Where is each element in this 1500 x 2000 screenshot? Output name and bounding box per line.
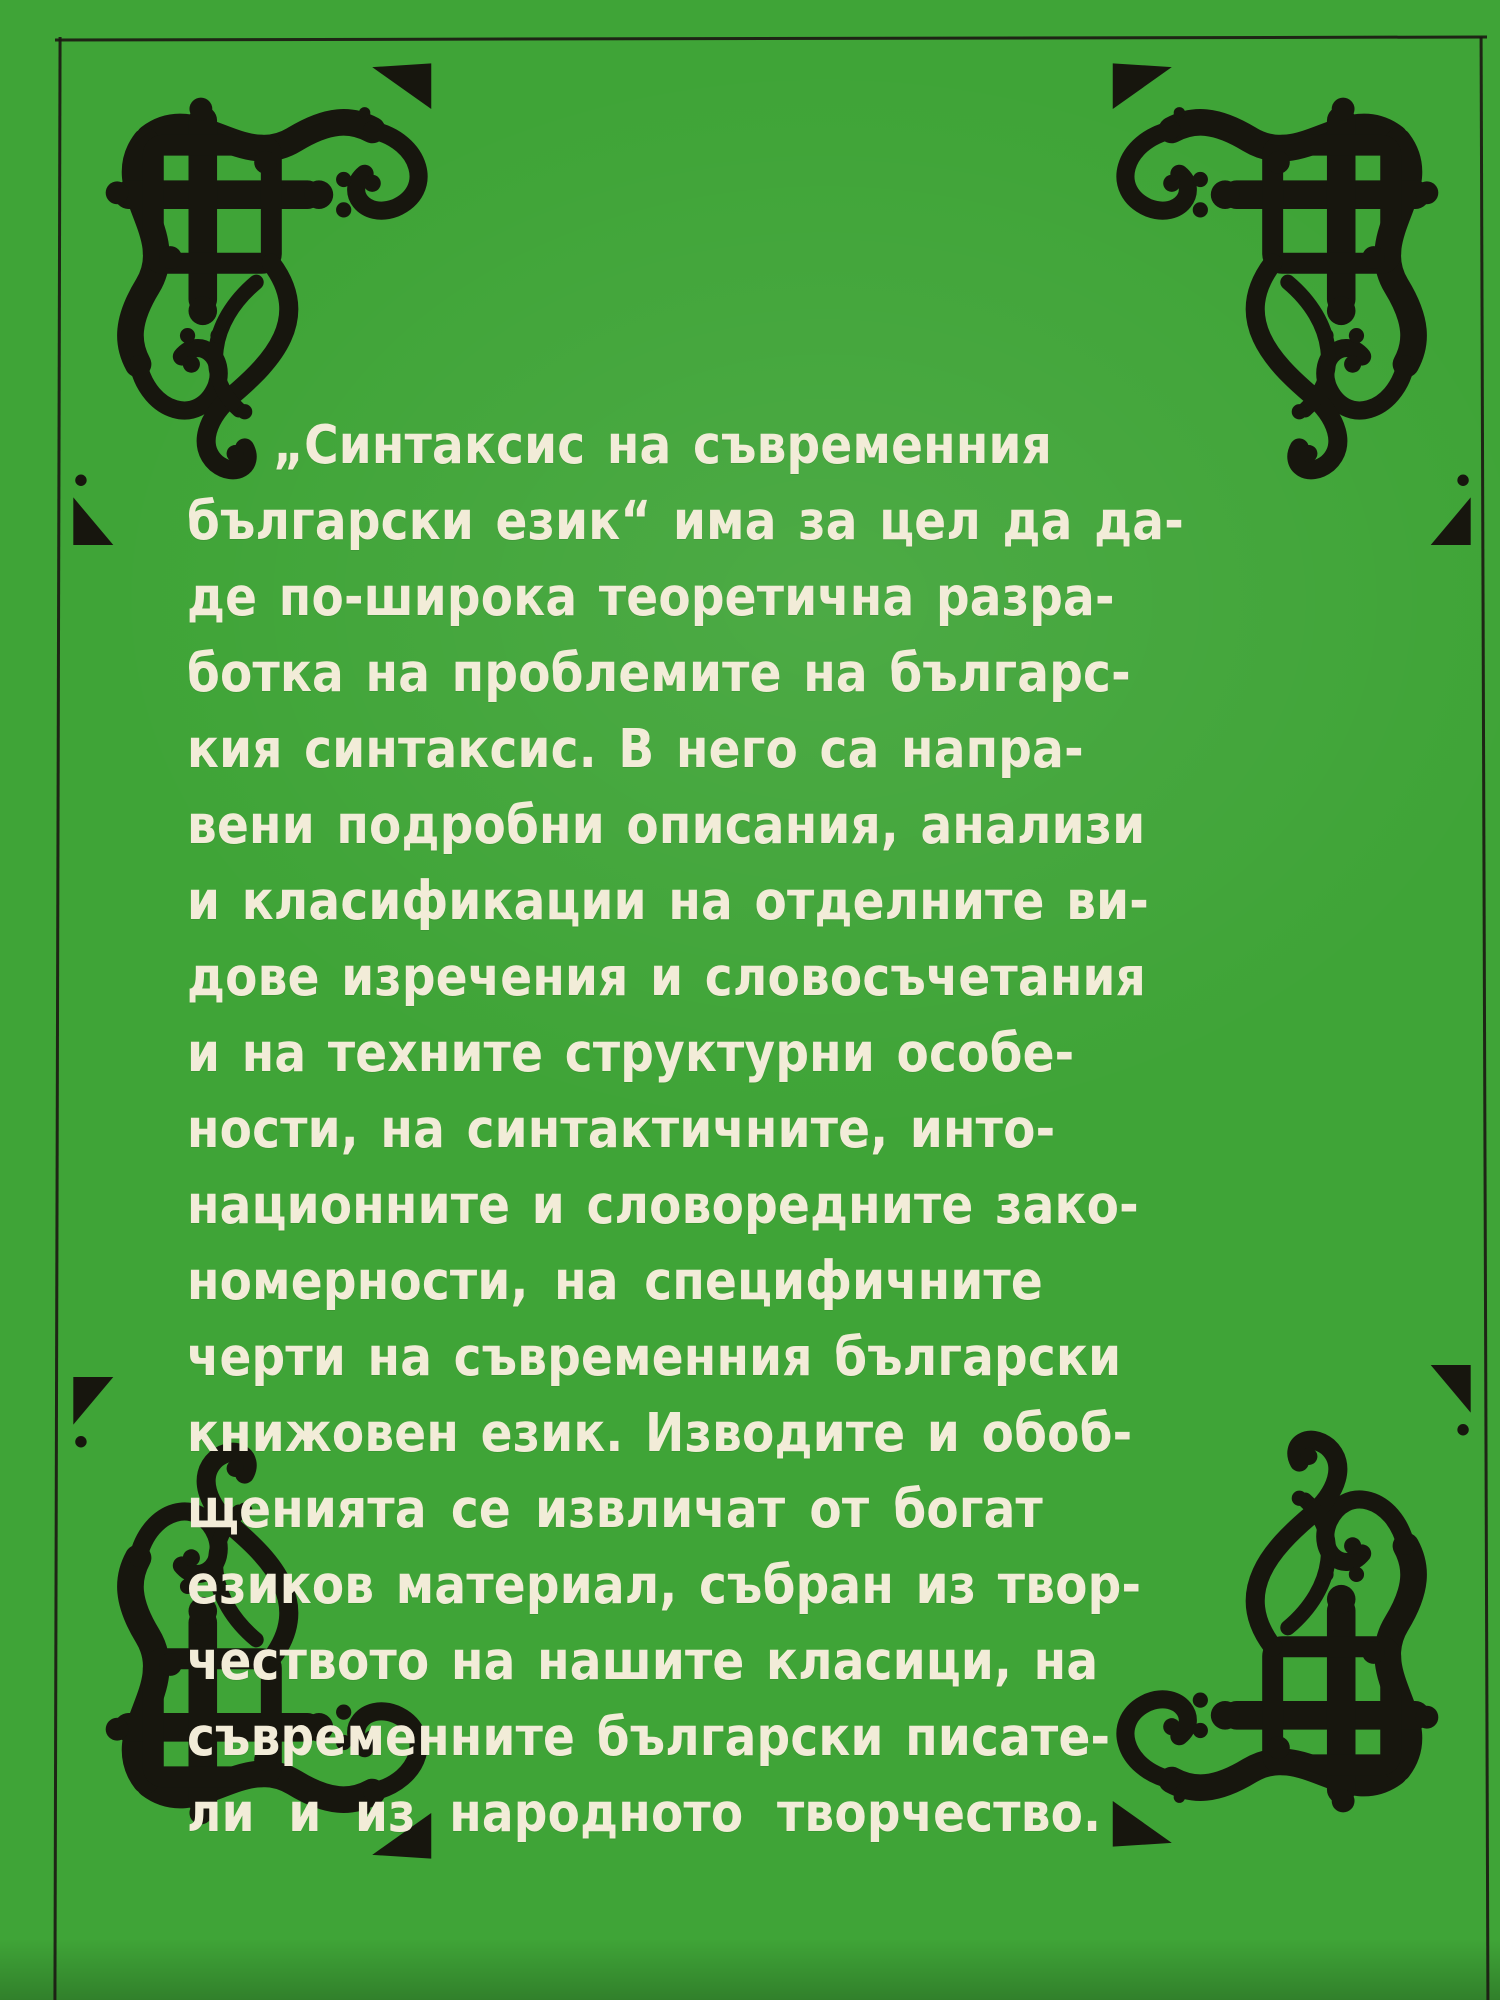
- text-line: номерности, на специфичните: [187, 1250, 1043, 1313]
- text-line: вени подробни описания, анализи: [187, 794, 1146, 857]
- text-line: ности, на синтактичните, инто-: [187, 1098, 1056, 1161]
- text-line: национните и словоредните зако-: [187, 1174, 1139, 1237]
- text-line: черти на съвременния български: [187, 1326, 1122, 1389]
- text-line: кия синтаксис. В него са напра-: [187, 718, 1084, 781]
- text-line: щенията се извличат от богат: [187, 1478, 1043, 1541]
- text-line: книжовен език. Изводите и обоб-: [187, 1402, 1133, 1465]
- text-line: и класификации на отделните ви-: [187, 870, 1149, 933]
- text-line: чеството на нашите класици, на: [187, 1630, 1099, 1693]
- text-line: ботка на проблемите на българс-: [187, 642, 1131, 705]
- text-line: съвременните български писате-: [187, 1706, 1111, 1769]
- text-line: езиков материал, събран из твор-: [187, 1554, 1142, 1617]
- text-line: и на техните структурни особе-: [187, 1022, 1075, 1085]
- corner-ornament-top-right-icon: [1086, 50, 1486, 545]
- text-line: ли и из народното творчество.: [187, 1782, 1102, 1845]
- text-line: де по-широка теоретична разра-: [187, 566, 1115, 629]
- text-line: „Синтаксис на съвременния: [273, 414, 1053, 477]
- frame-border-top: [55, 36, 1487, 42]
- back-cover-blurb: [187, 408, 1184, 1852]
- corner-ornament-bottom-right-icon: [1086, 1365, 1486, 1860]
- text-line: български език“ има за цел да да-: [187, 490, 1184, 553]
- text-line: дове изречения и словосъчетания: [187, 946, 1147, 1009]
